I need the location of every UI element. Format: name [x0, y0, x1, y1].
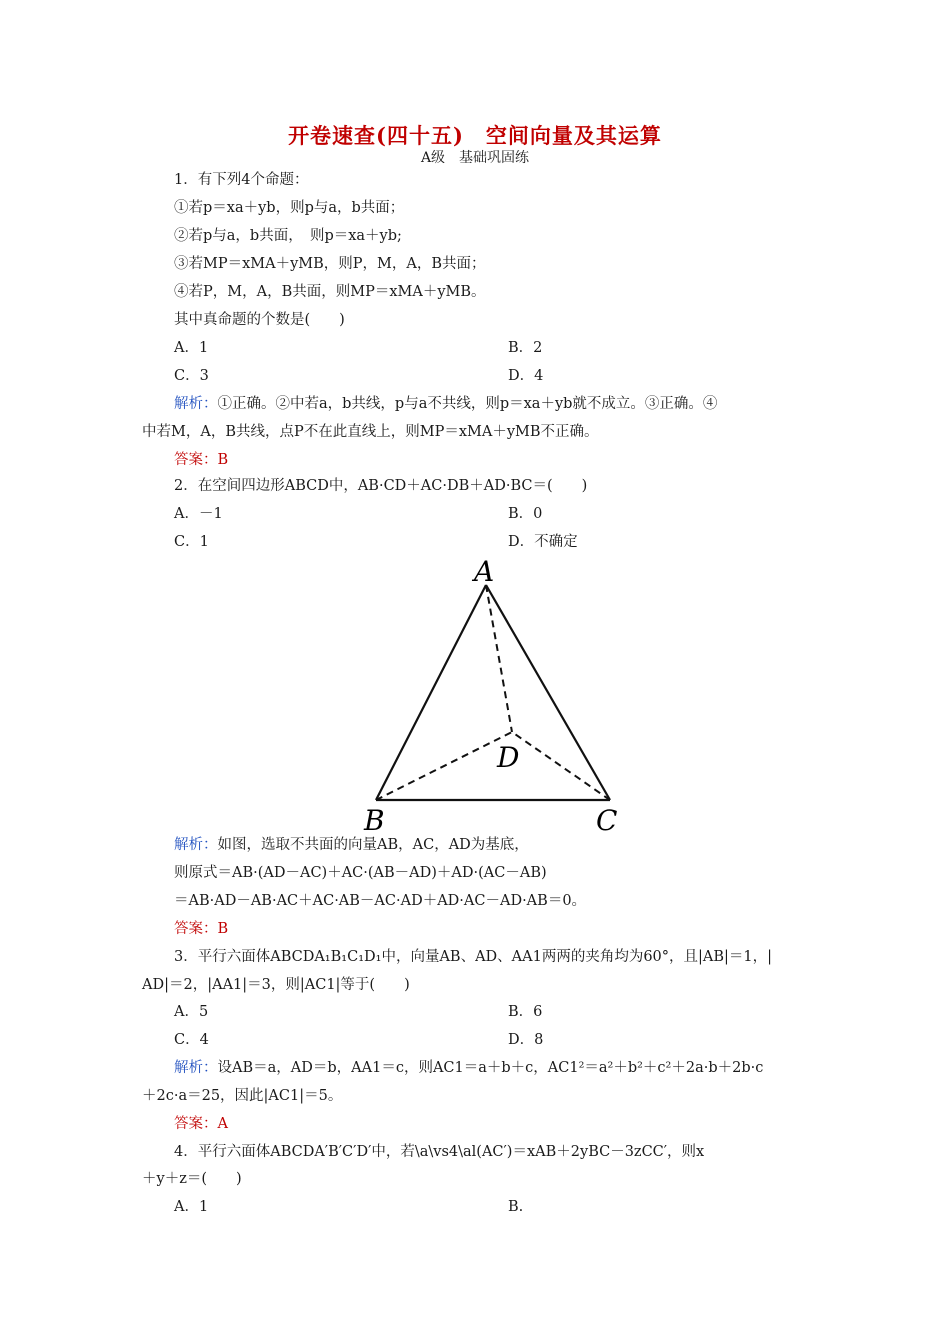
q2-option-a: A．－1 — [174, 506, 223, 522]
vertex-label-b: B — [364, 804, 385, 837]
q4-option-b: B. — [508, 1199, 524, 1215]
q3-analysis — [174, 1058, 763, 1078]
edge-cd — [512, 732, 610, 800]
q2-analysis-text-2: 则原式＝AB·(AD－AC)＋AC·(AB－AD)＋AD·(AC－AB) — [174, 865, 547, 881]
q3-option-d: D．8 — [508, 1032, 544, 1048]
q1-analysis-label: 解析： — [174, 396, 218, 412]
q1-stem: 1．有下列4个命题： — [174, 172, 309, 188]
q1-option-a: A．1 — [174, 340, 209, 356]
q3-answer: 答案：A — [174, 1116, 228, 1132]
q3-option-a: A．5 — [174, 1004, 209, 1020]
edge-ab — [376, 585, 486, 800]
q2-stem: 2．在空间四边形ABCD中，AB·CD＋AC·DB＋AD·BC＝( ) — [174, 478, 588, 494]
q1-analysis-text-2: 中若M，A，B共线，点P不在此直线上，则MP＝xMA＋yMB不正确。 — [142, 424, 599, 440]
q1-analysis-text-1: ①正确。②中若a，b共线，p与a不共线，则p＝xa＋yb就不成立。③正确。④ — [217, 396, 718, 412]
q2-analysis-label: 解析： — [174, 837, 218, 853]
q2-answer: 答案：B — [174, 921, 229, 937]
q4-stem-1: 4．平行六面体ABCDA′B′C′D′中，若\a\vs4\al(AC′)＝xAB＋2yBC－3zCC′，则x — [174, 1144, 705, 1160]
section-subtitle: A级 基础巩固练 — [420, 150, 530, 166]
q3-analysis-text-2: ＋2c·a＝25，因此|AC1|＝5。 — [142, 1088, 343, 1104]
q1-question: 其中真命题的个数是( ) — [174, 312, 345, 328]
q3-analysis-text-1: 设AB＝a，AD＝b，AA1＝c，则AC1＝a＋b＋c，AC1²＝a²＋b²＋c²＋2a·b＋2b·c — [217, 1060, 764, 1076]
vertex-label-d: D — [497, 741, 520, 774]
q2-option-c: C．1 — [174, 534, 209, 550]
q2-option-d: D．不确定 — [508, 534, 578, 550]
q4-stem-2: ＋y＋z＝( ) — [142, 1171, 242, 1187]
q1-proposition-4: ④若P，M，A，B共面，则MP＝xMA＋yMB。 — [174, 284, 486, 300]
q2-option-b: B．0 — [508, 506, 543, 522]
q1-proposition-3: ③若MP＝xMA＋yMB，则P，M，A，B共面； — [174, 256, 486, 272]
q1-proposition-2: ②若p与a，b共面， 则p＝xa＋yb; — [174, 228, 402, 244]
vertex-label-c: C — [596, 804, 618, 837]
q3-option-c: C．4 — [174, 1032, 209, 1048]
q1-proposition-1: ①若p＝xa＋yb，则p与a，b共面； — [174, 200, 405, 216]
q2-analysis-text-3: ＝AB·AD－AB·AC＋AC·AB－AC·AD＋AD·AC－AD·AB＝0。 — [174, 893, 587, 909]
q1-answer: 答案：B — [174, 452, 229, 468]
q2-analysis-text-1: 如图，选取不共面的向量AB，AC，AD为基底， — [217, 837, 529, 853]
q1-option-c: C．3 — [174, 368, 209, 384]
q4-option-a: A．1 — [174, 1199, 209, 1215]
q1-option-b: B．2 — [508, 340, 543, 356]
q1-option-d: D．4 — [508, 368, 544, 384]
q3-analysis-label: 解析： — [174, 1060, 218, 1076]
vertex-label-a: A — [474, 555, 495, 588]
edge-bd — [376, 732, 512, 800]
q2-analysis — [174, 835, 529, 855]
page-title: 开卷速查(四十五) 空间向量及其运算 — [288, 123, 662, 148]
q3-stem-1: 3．平行六面体ABCDA₁B₁C₁D₁中，向量AB、AD、AA1两两的夹角均为60°，且|AB|＝1，| — [174, 949, 773, 965]
q3-stem-2: AD|＝2，|AA1|＝3，则|AC1|等于( ) — [142, 977, 410, 993]
q3-option-b: B．6 — [508, 1004, 543, 1020]
